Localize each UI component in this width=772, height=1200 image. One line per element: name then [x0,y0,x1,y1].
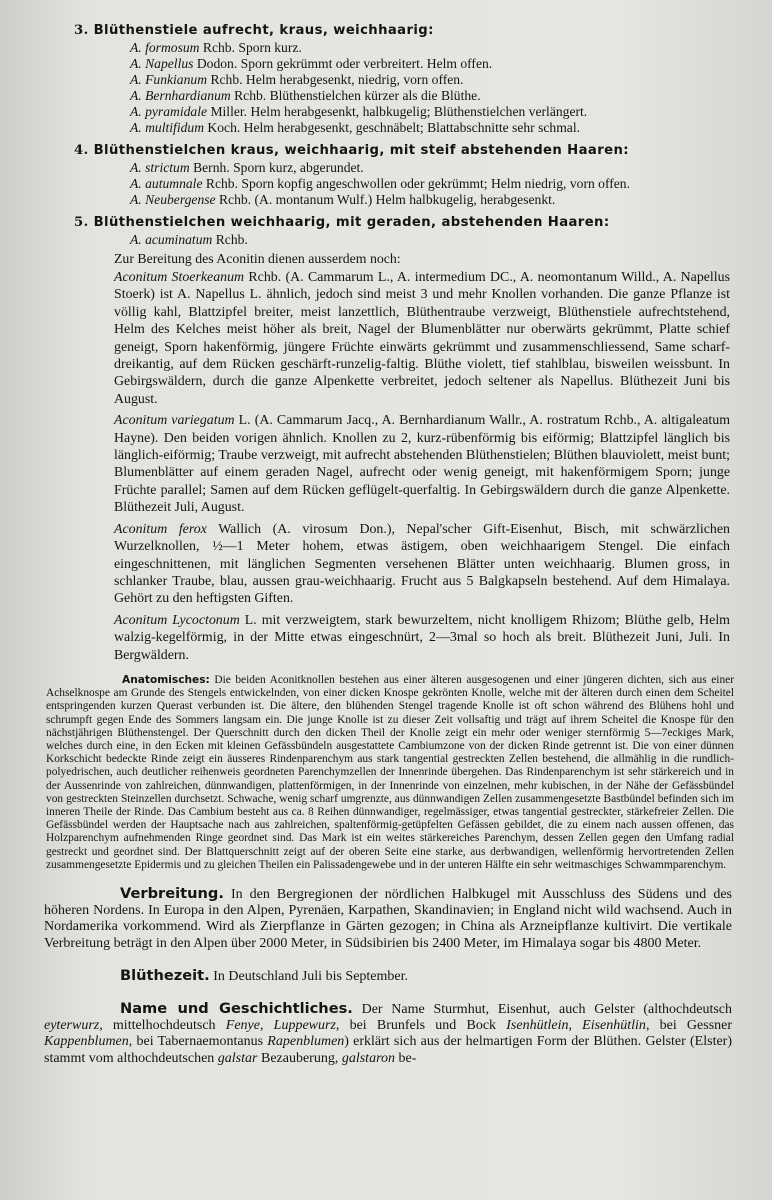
intro-line: Zur Bereitung des Aconitin dienen ausserdem noch: [114,251,401,266]
section-number: 3. [74,23,89,38]
section-heading-text: Blüthenstielchen weichhaarig, mit geraden, abstehenden Haaren: [93,215,610,230]
key-section-5 [22,214,754,248]
entry-name: Aconitum Lycoctonum [114,612,240,628]
entry-text: Rchb. (A. Cammarum L., A. intermedium DC., A. neomontanum Willd., A. Napellus Stoerk) ist A. Napellus L. ähnlich, jedoch sind meist 3 und mehr Knollen vorhanden. Die ganze Pflanze ist völlig kahl, Blattzipfel breiter, meist lanzettlich, Blüthentraube verzweigt, Blüthenstiele aufrechtstehend, Helm des Kelches meist höher als breit, Nagel der Blumenblätter nur oberwärts gekrümmt, Platte schief geneigt, Sporn hakenförmig, jüngere Früchte einwärts gekrümmt und zusammenschliessend, Same scharf-dreikantig, auf dem Rücken geschärft-runzelig-faltig. Blüthe violett, tief stahlblau, bisweilen weissbunt. In Gebirgswäldern, durch die ganze Alpenkette verbreitet, jedoch seltener als Napellus. Blüthezeit Juni bis August. [114,270,730,407]
section-number: 5. [74,215,89,230]
name-history-text: ) erklärt sich aus der helmartigen Form der Blüthen. Gelster (Elster) stammt vom althochdeutschen [44,1034,732,1066]
species-line [130,120,754,136]
entry-text: L. mit verzweigtem, stark bewurzeltem, nicht knolligem Rhizom; Blüthe gelb, Helm walzig-kegelförmig, in der Mitte etwas eingeschnürt, 2—3mal so hoch als breit. Blüthezeit Juni, Juli. In Bergwäldern. [114,612,730,663]
name-history-text: Der Name Sturmhut, Eisenhut, auch Gelster (althochdeutsch [361,1002,733,1017]
species-name: A. strictum [130,160,190,175]
key-section-4 [22,142,754,208]
section-heading [74,22,754,40]
species-text: Miller. Helm herabgesenkt, halbkugelig; Blüthenstielchen verlängert. [210,104,588,119]
name-history-term: galstar [217,1050,258,1066]
species-name: A. autumnale [130,176,203,191]
name-history-term: eyterwurz [44,1018,100,1034]
species-line [130,192,754,208]
species-line [130,40,754,56]
section-heading-text: Blüthenstielchen kraus, weichhaarig, mit steif abstehenden Haaren: [93,143,629,158]
species-line [130,72,754,88]
species-name: A. formosum [130,40,200,55]
name-history-paragraph [44,1001,732,1067]
species-text: Rchb. [215,232,248,247]
entry-text: Wallich (A. virosum Don.), Nepal'scher Gift-Eisenhut, Bisch, mit schwärzlichen Wurzelknollen, ½—1 Meter hohem, etwas ästigem, oben weichhaarigem Stengel. Die einfach eingeschnittenen, mit länglichen Segmenten versehenen Blätter unten weichhaarig. Blumen gross, in schlanker Traube, blau, aussen grau-weichhaarig. Frucht aus 5 Balgkapseln bestehend. Auf dem Himalaya. Gehört zu den heftigsten Giften. [114,521,730,607]
species-text: Rchb. Blüthenstielchen kürzer als die Blüthe. [234,88,481,103]
species-name: A. Bernhardianum [130,88,231,103]
name-history-text: , mittelhochdeutsch [99,1018,216,1034]
name-history-term: galstaron [341,1050,395,1066]
species-name: A. Funkianum [130,72,208,87]
section-heading [74,142,754,160]
name-history-term: Isenhütlein, Eisenhütlin [506,1018,646,1034]
species-name: A. pyramidale [130,104,208,119]
species-entry [114,521,730,608]
entry-name: Aconitum ferox [114,521,207,537]
name-history-text: , bei Tabernaemontanus [128,1034,264,1050]
name-history-text: be- [398,1050,417,1066]
species-name: A. acuminatum [130,232,213,247]
flowering-paragraph [44,968,732,985]
species-line [130,56,754,72]
species-entry [114,612,730,664]
species-line [130,104,754,120]
flowering-text: In Deutschland Juli bis September. [213,968,409,984]
species-text: Dodon. Sporn gekrümmt oder verbreitert. Helm offen. [196,56,493,71]
section-number: 4. [74,143,89,158]
species-name: A. Napellus [130,56,194,71]
species-entry [114,412,730,516]
species-line [130,232,754,248]
distribution-text: In den Bergregionen der nördlichen Halbkugel mit Ausschluss des Südens und des höheren Nordens. In Europa in den Alpen, Pyrenäen, Karpathen, Skandinavien; in England nicht wild wachsend. Auch in Nordamerika vorkommend. Wird als Zierpflanze in Gärten gezogen; in China als Arzneipflanze kultivirt. Die vertikale Verbreitung beträgt in den Alpen über 2000 Meter, in Südsibirien bis 2400 Meter, im Himalaya sogar bis 4800 Meter. [44,886,732,951]
section-heading-text: Blüthenstiele aufrecht, kraus, weichhaarig: [93,23,434,38]
species-text: Rchb. Sporn kopfig angeschwollen oder gekrümmt; Helm niedrig, vorn offen. [205,176,630,191]
name-history-text: Bezauberung, [260,1050,339,1066]
species-text: Koch. Helm herabgesenkt, geschnäbelt; Blattabschnitte sehr schmal. [207,120,581,135]
section-heading [74,214,754,232]
name-history-heading: Name und Geschichtliches. [120,1000,353,1017]
anatomy-heading: Anatomisches: [122,673,210,686]
name-history-term: Kappenblumen [44,1034,129,1050]
species-entry [114,269,730,408]
species-name: A. Neubergense [130,192,216,207]
entry-text: L. (A. Cammarum Jacq., A. Bernhardianum Wallr., A. rostratum Rchb., A. altigaleatum Hayne). Den beiden vorigen ähnlich. Knollen zu 2, kurz-rübenförmig bis eiförmig; Blattzipfel länglich bis länglich-eiförmig; Traube verzweigt, mit aufrecht abstehenden Blüthenstielen; Blüthen blauviolett, meist bunt; Blumenblätter auf einem geraden Nagel, aufrecht oder wenig geneigt, mit hakenförmigem Sporn; junge Früchte parallel; Samen auf dem Rücken geflügelt-querfaltig. In Gebirgswäldern durch die ganze Alpenkette. Blüthezeit Juli, August. [114,413,730,516]
species-line [130,176,754,192]
flowering-heading: Blüthezeit. [120,966,210,984]
anatomy-paragraph [46,674,734,872]
entry-name: Aconitum variegatum [114,413,235,429]
species-name: A. multifidum [130,120,205,135]
species-line [130,160,754,176]
distribution-paragraph [44,886,732,952]
name-history-term: Fenye, Luppewurz [225,1018,336,1034]
species-text: Bernh. Sporn kurz, abgerundet. [193,160,364,175]
species-line [130,88,754,104]
anatomy-text: Die beiden Aconitknollen bestehen aus einer älteren ausgesogenen und einer jüngeren dichten, sich aus einer Achselknospe am Grunde des Stengels entwickelnden, von einer dicken Knospe gekrönten Knolle, welche mit der älteren durch einen dem Scheitel entspringenden kurzen Querast verbunden ist. Die ältere, den blühenden Stengel tragende Knolle ist oft schon während des Blühens hohl und schrumpft gegen Ende des Sommers langsam ein. Die junge Knolle ist zu dieser Zeit vollsaftig und trägt auf ihrem Scheitel die Knospe für den nächstjährigen Blüthenstengel. Der Querschnitt durch den dicken Theil der Knolle zeigt ein mehr oder weniger sternförmig 5—7eckiges Mark, welches durch eine, in den Ecken mit kleinen Gefässbündeln ausgestattete Cambiumzone von der dicken Rinde getrennt ist. Die von einer dünnen Korkschicht bedeckte Rinde zeigt ein äusseres Rindenparenchym aus stark tangential gestreckten Zellen bestehend, die allmählig in die rundlich-polyedrischen, auch deutlicher reihenweis geordneten Parenchymzellen der Innenrinde übergehen. Das Rindenparenchym ist sehr stärkereich und in der Aussenrinde von zahlreichen, dünnwandigen, plattenförmigen, in der Innenrinde von einzelnen, mehr kubischen, in der Nähe der Gefässbündel von gestreckten Steinzellen durchsetzt. Schwache, wenig scharf umgrenzte, aus dünnwandigen Zellen zusammengesetzte Bastbündel befinden sich im inneren Theile der Rinde. Das Cambium besteht aus ca. 8 Reihen dünnwandiger, regelmässiger, etwas tangential gestreckter, stärkefreier Zellen. Die Gefässbündel werden der Hauptsache nach aus zahlreichen, spaltenförmig-getüpfelten Gefässen gebildet, die zu einem nach aussen offenen, das Holzparenchym aufnehmenden Ringe geordnet sind. Das Mark ist ein weites stärkereiches Parenchym, dessen Zellen gegen den Umfang radial gestreckt und geordnet sind. Der Blattquerschnitt zeigt auf der oberen Seite eine starke, aus derbwandigen, wellenförmig hervortretenden Zellen zusammengesetzte Epidermis und zu gleichen Theilen ein Palissadengewebe und in der unteren Hälfte ein sehr weitmaschiges Schwammparenchym. [46,673,734,871]
name-history-text: , bei Brunfels und Bock [335,1018,497,1034]
species-text: Rchb. Sporn kurz. [202,40,302,55]
name-history-term: Rapenblumen [267,1034,345,1050]
species-text: Rchb. (A. montanum Wulf.) Helm halbkugelig, herabgesenkt. [218,192,556,207]
key-section-3 [22,22,754,136]
distribution-heading: Verbreitung. [120,884,224,902]
species-text: Rchb. Helm herabgesenkt, niedrig, vorn offen. [210,72,464,87]
entry-name: Aconitum Stoerkeanum [114,270,245,285]
name-history-text: , bei Gessner [645,1018,733,1034]
